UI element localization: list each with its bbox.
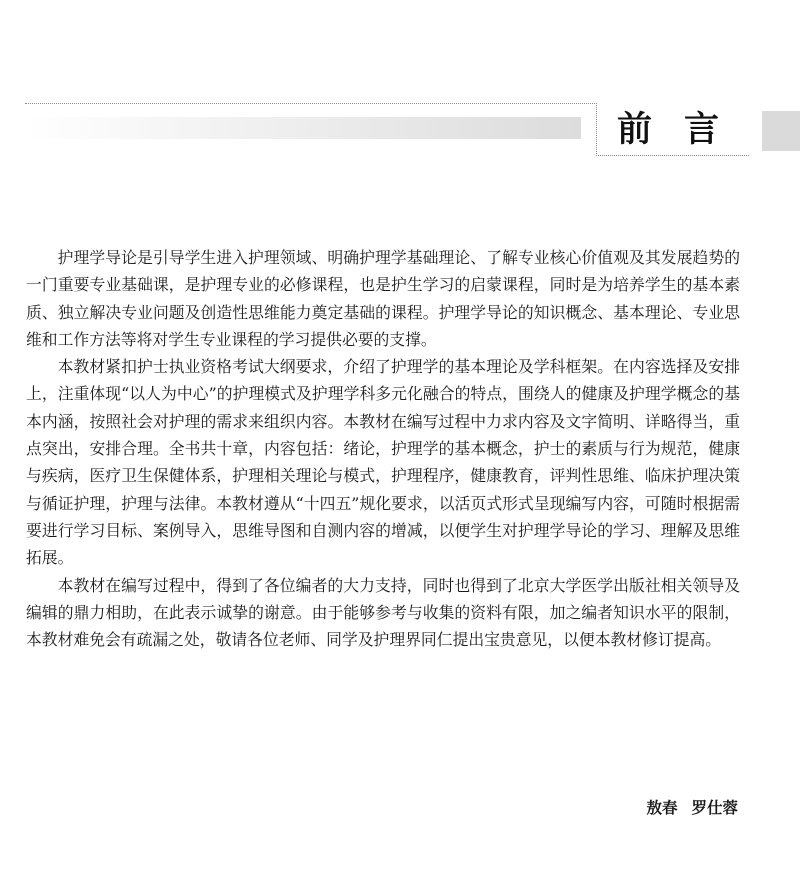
header-gradient-bar: [25, 117, 581, 139]
header-side-bar: [762, 111, 800, 151]
preface-paragraph-1: 护理学导论是引导学生进入护理领域、明确护理学基础理论、了解专业核心价值观及其发展趋势的一门重要专业基础课，是护理专业的必修课程，也是护生学习的启蒙课程，同时是为培养学生的基本素质、独立解决专业问题及创造性思维能力奠定基础的课程。护理学导论的知识概念、基本理论、专业思维和工作方法等将对学生专业课程的学习提供必要的支撑。: [26, 248, 740, 349]
page-title: 前言: [617, 110, 752, 150]
author-signature: [646, 795, 738, 821]
preface-paragraph-3: 本教材在编写过程中，得到了各位编者的大力支持，同时也得到了北京大学医学出版社相关领导及编辑的鼎力相助，在此表示诚挚的谢意。由于能够参考与收集的资料有限，加之编者知识水平的限制，本教材难免会有疏漏之处，敬请各位老师、同学及护理界同仁提出宝贵意见，以便本教材修订提高。: [26, 575, 740, 650]
preface-paragraph-2: 本教材紧扣护士执业资格考试大纲要求，介绍了护理学的基本理论及学科框架。在内容选择及安排上，注重体现“以人为中心”的护理模式及护理学科多元化融合的特点，围绕人的健康及护理学概念的基本内涵，按照社会对护理的需求来组织内容。本教材在编写过程中力求内容及文字简明、详略得当，重点突出，安排合理。全书共十章，内容包括：绪论，护理学的基本概念，护士的素质与行为规范，健康与疾病，医疗卫生保健体系，护理相关理论与模式，护理程序，健康教育，评判性思维、临床护理决策与循证护理，护理与法律。本教材遵从“十四五”规化要求，以活页式形式呈现编写内容，可随时根据需要进行学习目标、案例导入，思维导图和自测内容的增减，以便学生对护理学导论的学习、理解及思维拓展。: [26, 357, 740, 568]
header-dotted-rule: [25, 103, 597, 104]
author-name-2: 罗仕蓉: [691, 799, 738, 817]
preface-body: [26, 244, 740, 653]
author-name-1: 敖春: [646, 799, 678, 817]
